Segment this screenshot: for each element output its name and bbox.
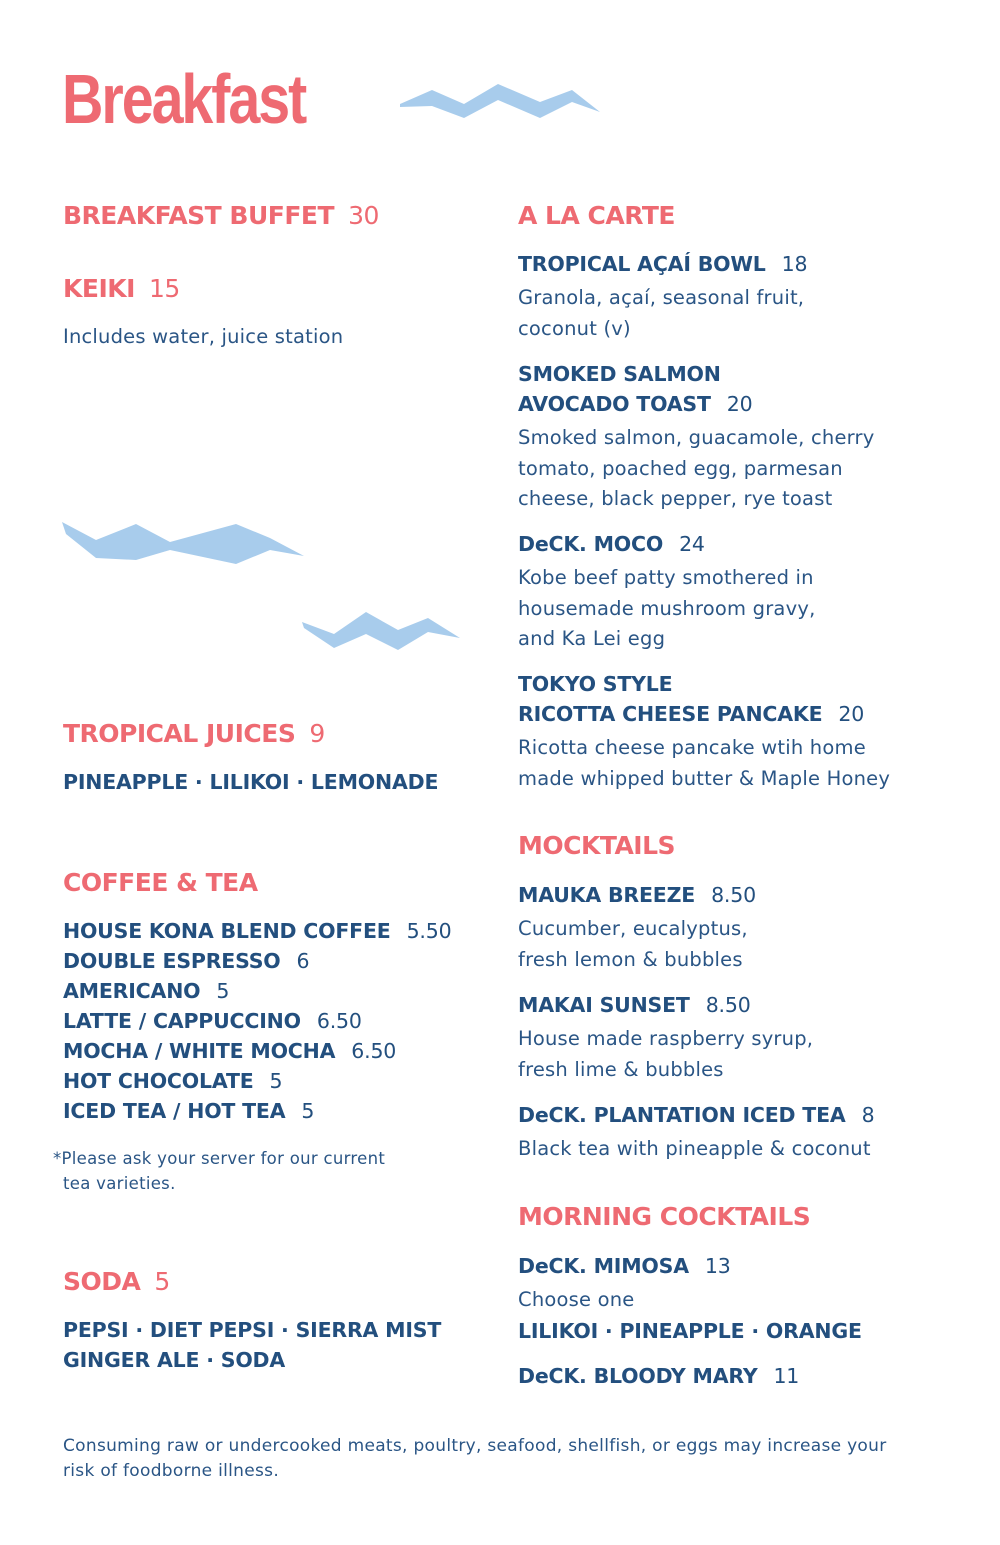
item-description: Cucumber, eucalyptus,: [518, 917, 748, 940]
item-description: Granola, açaí, seasonal fruit,: [518, 286, 805, 309]
item-name: SMOKED SALMON: [518, 362, 721, 386]
item-price: 6.50: [316, 1009, 362, 1033]
item-description: housemade mushroom gravy,: [518, 596, 816, 620]
item-price: 5: [269, 1069, 283, 1093]
item-description: Kobe beef patty smothered in: [518, 566, 814, 589]
item-price: 6.50: [351, 1039, 397, 1063]
item-description: Black tea with pineapple & coconut: [518, 1137, 871, 1160]
section-soda: [63, 1267, 170, 1297]
item-price: 6: [296, 949, 310, 973]
section-title: TROPICAL JUICES: [63, 719, 296, 748]
menu-item-plantation-iced-tea: [518, 1100, 874, 1165]
tea-note: [53, 1146, 385, 1196]
item-name: MOCHA / WHITE MOCHA: [63, 1039, 336, 1063]
menu-item-mimosa: [518, 1251, 862, 1346]
menu-item-salmon-toast: [518, 359, 875, 515]
section-coffee-tea: COFFEE & TEA: [63, 868, 258, 897]
item-name: DeCK. MIMOSA: [518, 1254, 689, 1278]
note-line: *Please ask your server for our current: [53, 1149, 386, 1168]
menu-item-makai-sunset: [518, 990, 813, 1085]
item-price: 5: [216, 979, 230, 1003]
item-name: HOUSE KONA BLEND COFFEE: [63, 919, 391, 943]
section-a-la-carte: A LA CARTE: [518, 201, 675, 230]
item-price: 11: [773, 1364, 800, 1388]
item-description: and Ka Lei egg: [518, 627, 666, 650]
menu-item: [63, 1096, 451, 1126]
disclaimer-line: Consuming raw or undercooked meats, poultry, seafood, shellfish, or eggs may increase your: [63, 1436, 887, 1456]
coffee-list: [63, 916, 451, 1126]
item-price: 8.50: [711, 883, 756, 907]
page-title: Breakfast: [62, 60, 306, 138]
item-description: fresh lemon & bubbles: [518, 947, 743, 971]
menu-item: [63, 946, 451, 976]
keiki-note: Includes water, juice station: [63, 325, 344, 348]
item-description: Smoked salmon, guacamole, cherry: [518, 426, 875, 449]
menu-item: [63, 1066, 451, 1096]
wave-decoration-middle-left: [62, 520, 304, 566]
mimosa-options: LILIKOI · PINEAPPLE · ORANGE: [518, 1318, 862, 1343]
soda-options: [63, 1315, 441, 1375]
section-morning-cocktails: MORNING COCKTAILS: [518, 1202, 811, 1231]
section-tropical-juices: [63, 719, 325, 749]
item-description: cheese, black pepper, rye toast: [518, 487, 833, 510]
item-description: made whipped butter & Maple Honey: [518, 766, 891, 790]
item-name: DOUBLE ESPRESSO: [63, 949, 281, 973]
menu-item: [63, 916, 451, 946]
menu-item: [63, 976, 451, 1006]
item-name: MAUKA BREEZE: [518, 883, 696, 907]
disclaimer-line: risk of foodborne illness.: [63, 1461, 280, 1481]
wave-decoration-top: [400, 82, 600, 122]
section-keiki: [63, 274, 180, 304]
item-name: RICOTTA CHEESE PANCAKE: [518, 702, 823, 726]
section-price: 15: [148, 274, 180, 303]
item-name: AVOCADO TOAST: [518, 392, 711, 416]
item-description: House made raspberry syrup,: [518, 1027, 814, 1050]
item-price: 8.50: [705, 993, 751, 1017]
item-description: Ricotta cheese pancake wtih home: [518, 736, 866, 759]
footer-disclaimer: [63, 1434, 887, 1484]
section-title: SODA: [63, 1267, 141, 1296]
section-mocktails: MOCKTAILS: [518, 831, 676, 860]
item-price: 8: [861, 1103, 875, 1127]
section-price: 5: [154, 1267, 170, 1296]
section-price: 30: [348, 201, 379, 230]
item-description: coconut (v): [518, 316, 631, 340]
item-name: MAKAI SUNSET: [518, 993, 690, 1017]
item-name: AMERICANO: [63, 979, 201, 1003]
item-price: 5: [301, 1099, 315, 1123]
item-name: DeCK. BLOODY MARY: [518, 1364, 758, 1388]
item-description: Choose one: [518, 1288, 635, 1311]
menu-item-ricotta-pancake: [518, 669, 890, 794]
menu-item: [63, 1036, 451, 1066]
item-name: HOT CHOCOLATE: [63, 1069, 254, 1093]
item-description: fresh lime & bubbles: [518, 1057, 724, 1081]
menu-item: [63, 1006, 451, 1036]
item-price: 13: [704, 1254, 731, 1278]
item-price: 18: [781, 252, 808, 276]
item-name: DeCK. MOCO: [518, 532, 664, 556]
menu-item-mauka-breeze: [518, 880, 756, 975]
menu-item-acai-bowl: [518, 249, 807, 344]
wave-decoration-middle-right: [302, 610, 460, 652]
item-name: LATTE / CAPPUCCINO: [63, 1009, 301, 1033]
section-price: 9: [309, 719, 325, 748]
section-breakfast-buffet: [63, 201, 379, 231]
section-title: BREAKFAST BUFFET: [63, 201, 335, 230]
item-price: 24: [679, 532, 705, 556]
item-name: TOKYO STYLE: [518, 672, 673, 696]
item-price: 5.50: [406, 919, 452, 943]
item-description: tomato, poached egg, parmesan: [518, 456, 843, 480]
item-price: 20: [726, 392, 753, 416]
note-line: tea varieties.: [63, 1174, 176, 1193]
item-name: DeCK. PLANTATION ICED TEA: [518, 1103, 846, 1127]
section-title: KEIKI: [63, 274, 135, 303]
item-name: TROPICAL AÇAÍ BOWL: [518, 252, 766, 276]
item-price: 20: [838, 702, 865, 726]
item-name: ICED TEA / HOT TEA: [63, 1099, 286, 1123]
menu-item-bloody-mary: [518, 1361, 799, 1391]
menu-item-moco: [518, 529, 815, 655]
soda-line: PEPSI · DIET PEPSI · SIERRA MIST: [63, 1318, 442, 1342]
juice-options: PINEAPPLE · LILIKOI · LEMONADE: [63, 770, 439, 794]
soda-line: GINGER ALE · SODA: [63, 1348, 286, 1372]
